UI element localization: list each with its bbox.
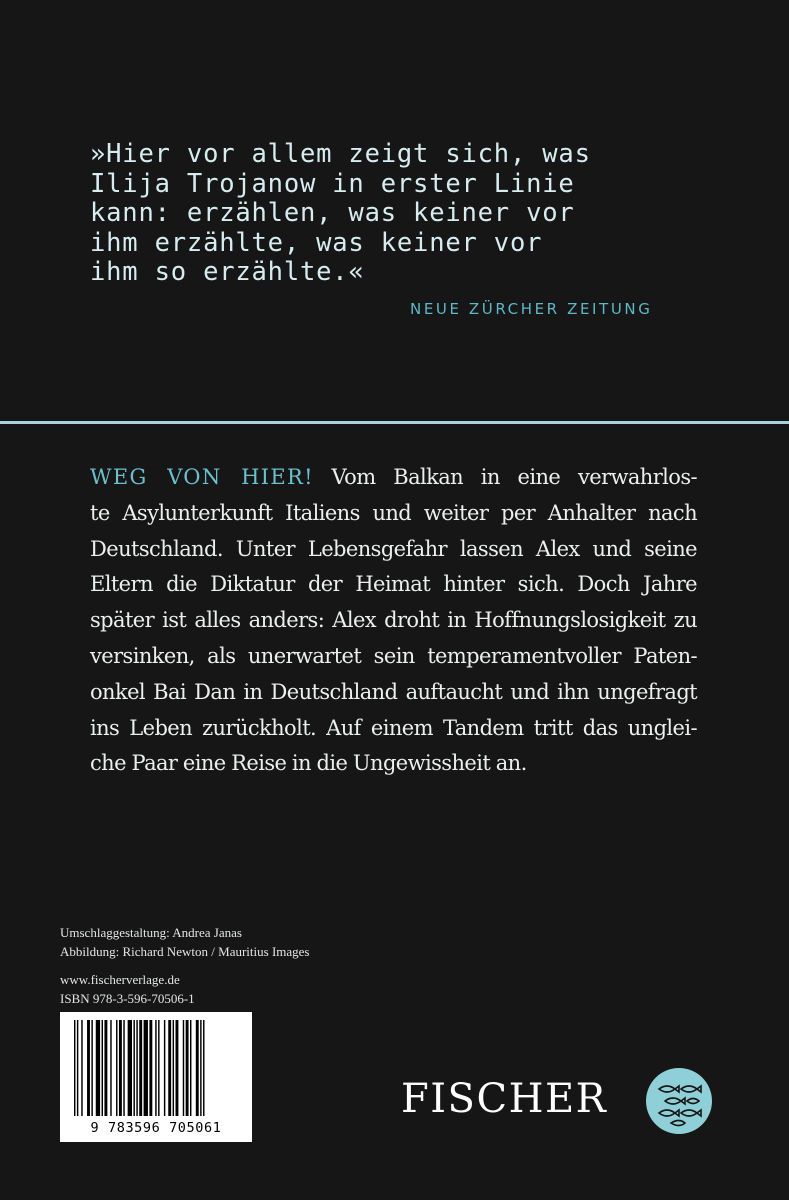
publisher-wordmark: FISCHER: [401, 1076, 608, 1122]
blurb-line: Deutschland. Unter Lebensgefahr lassen Alex und seine: [90, 536, 697, 561]
blurb-line: Eltern die Diktatur der Heimat hinter sich. Doch Jahre: [90, 572, 697, 597]
fish-emblem-icon: [645, 1067, 713, 1135]
barcode-bar: [200, 1020, 201, 1116]
barcode-bar: [74, 1020, 75, 1116]
barcode-bar: [128, 1020, 132, 1116]
barcode-bar: [183, 1020, 184, 1116]
barcode: [60, 1012, 252, 1142]
barcode-bar: [203, 1020, 204, 1116]
barcode-bar: [119, 1020, 122, 1116]
quote-line: Ilija Trojanow in erster Linie: [90, 168, 575, 199]
barcode-bar: [87, 1020, 90, 1116]
barcode-bar: [139, 1020, 142, 1116]
quote-line: »Hier vor allem zeigt sich, was: [90, 139, 591, 169]
barcode-bar: [168, 1020, 171, 1116]
quote-line: ihm so erzählte.«: [90, 257, 365, 287]
barcode-bar: [144, 1020, 148, 1116]
blurb-line: später ist alles anders: Alex droht in Hoffnungslosigkeit zu: [90, 608, 697, 633]
quote-line: kann: erzählen, was keiner vor: [90, 198, 575, 228]
barcode-bar: [136, 1020, 137, 1116]
barcode-bar: [155, 1020, 156, 1116]
quote-block: [90, 140, 710, 288]
isbn: ISBN 978-3-596-70506-1: [60, 990, 195, 1006]
logo-circle: [646, 1068, 712, 1134]
barcode-bar: [96, 1020, 100, 1116]
barcode-digits: 9 783596 705061: [90, 1120, 222, 1136]
publication-meta: [60, 971, 195, 1008]
barcode-bar: [81, 1020, 82, 1116]
blurb-line: ins Leben zurückholt. Auf einem Tandem tritt das unglei-: [90, 715, 697, 740]
barcode-bar: [196, 1020, 199, 1116]
blurb-line: onkel Bai Dan in Deutschland auftaucht und ihn ungefragt: [90, 679, 697, 704]
blurb-line: che Paar eine Reise in die Ungewissheit an.: [90, 751, 527, 776]
blurb-line: [90, 460, 697, 496]
barcode-bar: [176, 1020, 179, 1116]
credits: [60, 924, 310, 961]
blurb-text: [90, 460, 697, 782]
barcode-bar: [91, 1020, 92, 1116]
barcode-bar: [102, 1020, 103, 1116]
cover-design-credit: Umschlaggestaltung: Andrea Janas: [60, 925, 242, 940]
barcode-bar: [190, 1020, 191, 1116]
publisher-website: www.fischerverlage.de: [60, 972, 180, 987]
barcode-bar: [116, 1020, 117, 1116]
barcode-bar: [173, 1020, 174, 1116]
barcode-bar: [149, 1020, 152, 1116]
blurb-line: te Asylunterkunft Italiens und weiter per Anhalter nach: [90, 500, 697, 525]
barcode-bars: [74, 1020, 238, 1116]
barcode-bar: [186, 1020, 189, 1116]
blurb-headline: WEG VON HIER!: [90, 465, 314, 489]
barcode-bar: [104, 1020, 107, 1116]
blurb-line: versinken, als unerwartet sein temperamentvoller Paten-: [90, 643, 697, 668]
section-divider: [0, 421, 789, 424]
barcode-bar: [133, 1020, 134, 1116]
quote-source: NEUE ZÜRCHER ZEITUNG: [410, 300, 653, 318]
blurb-first-line-text: Vom Balkan in eine verwahrlos-: [313, 465, 697, 489]
quote-line: ihm erzählte, was keiner vor: [90, 227, 543, 258]
barcode-bar: [164, 1020, 165, 1116]
barcode-bar: [123, 1020, 124, 1116]
barcode-bar: [77, 1020, 78, 1116]
barcode-bar: [110, 1020, 111, 1116]
barcode-bar: [158, 1020, 159, 1116]
image-credit: Abbildung: Richard Newton / Mauritius Images: [60, 943, 310, 959]
